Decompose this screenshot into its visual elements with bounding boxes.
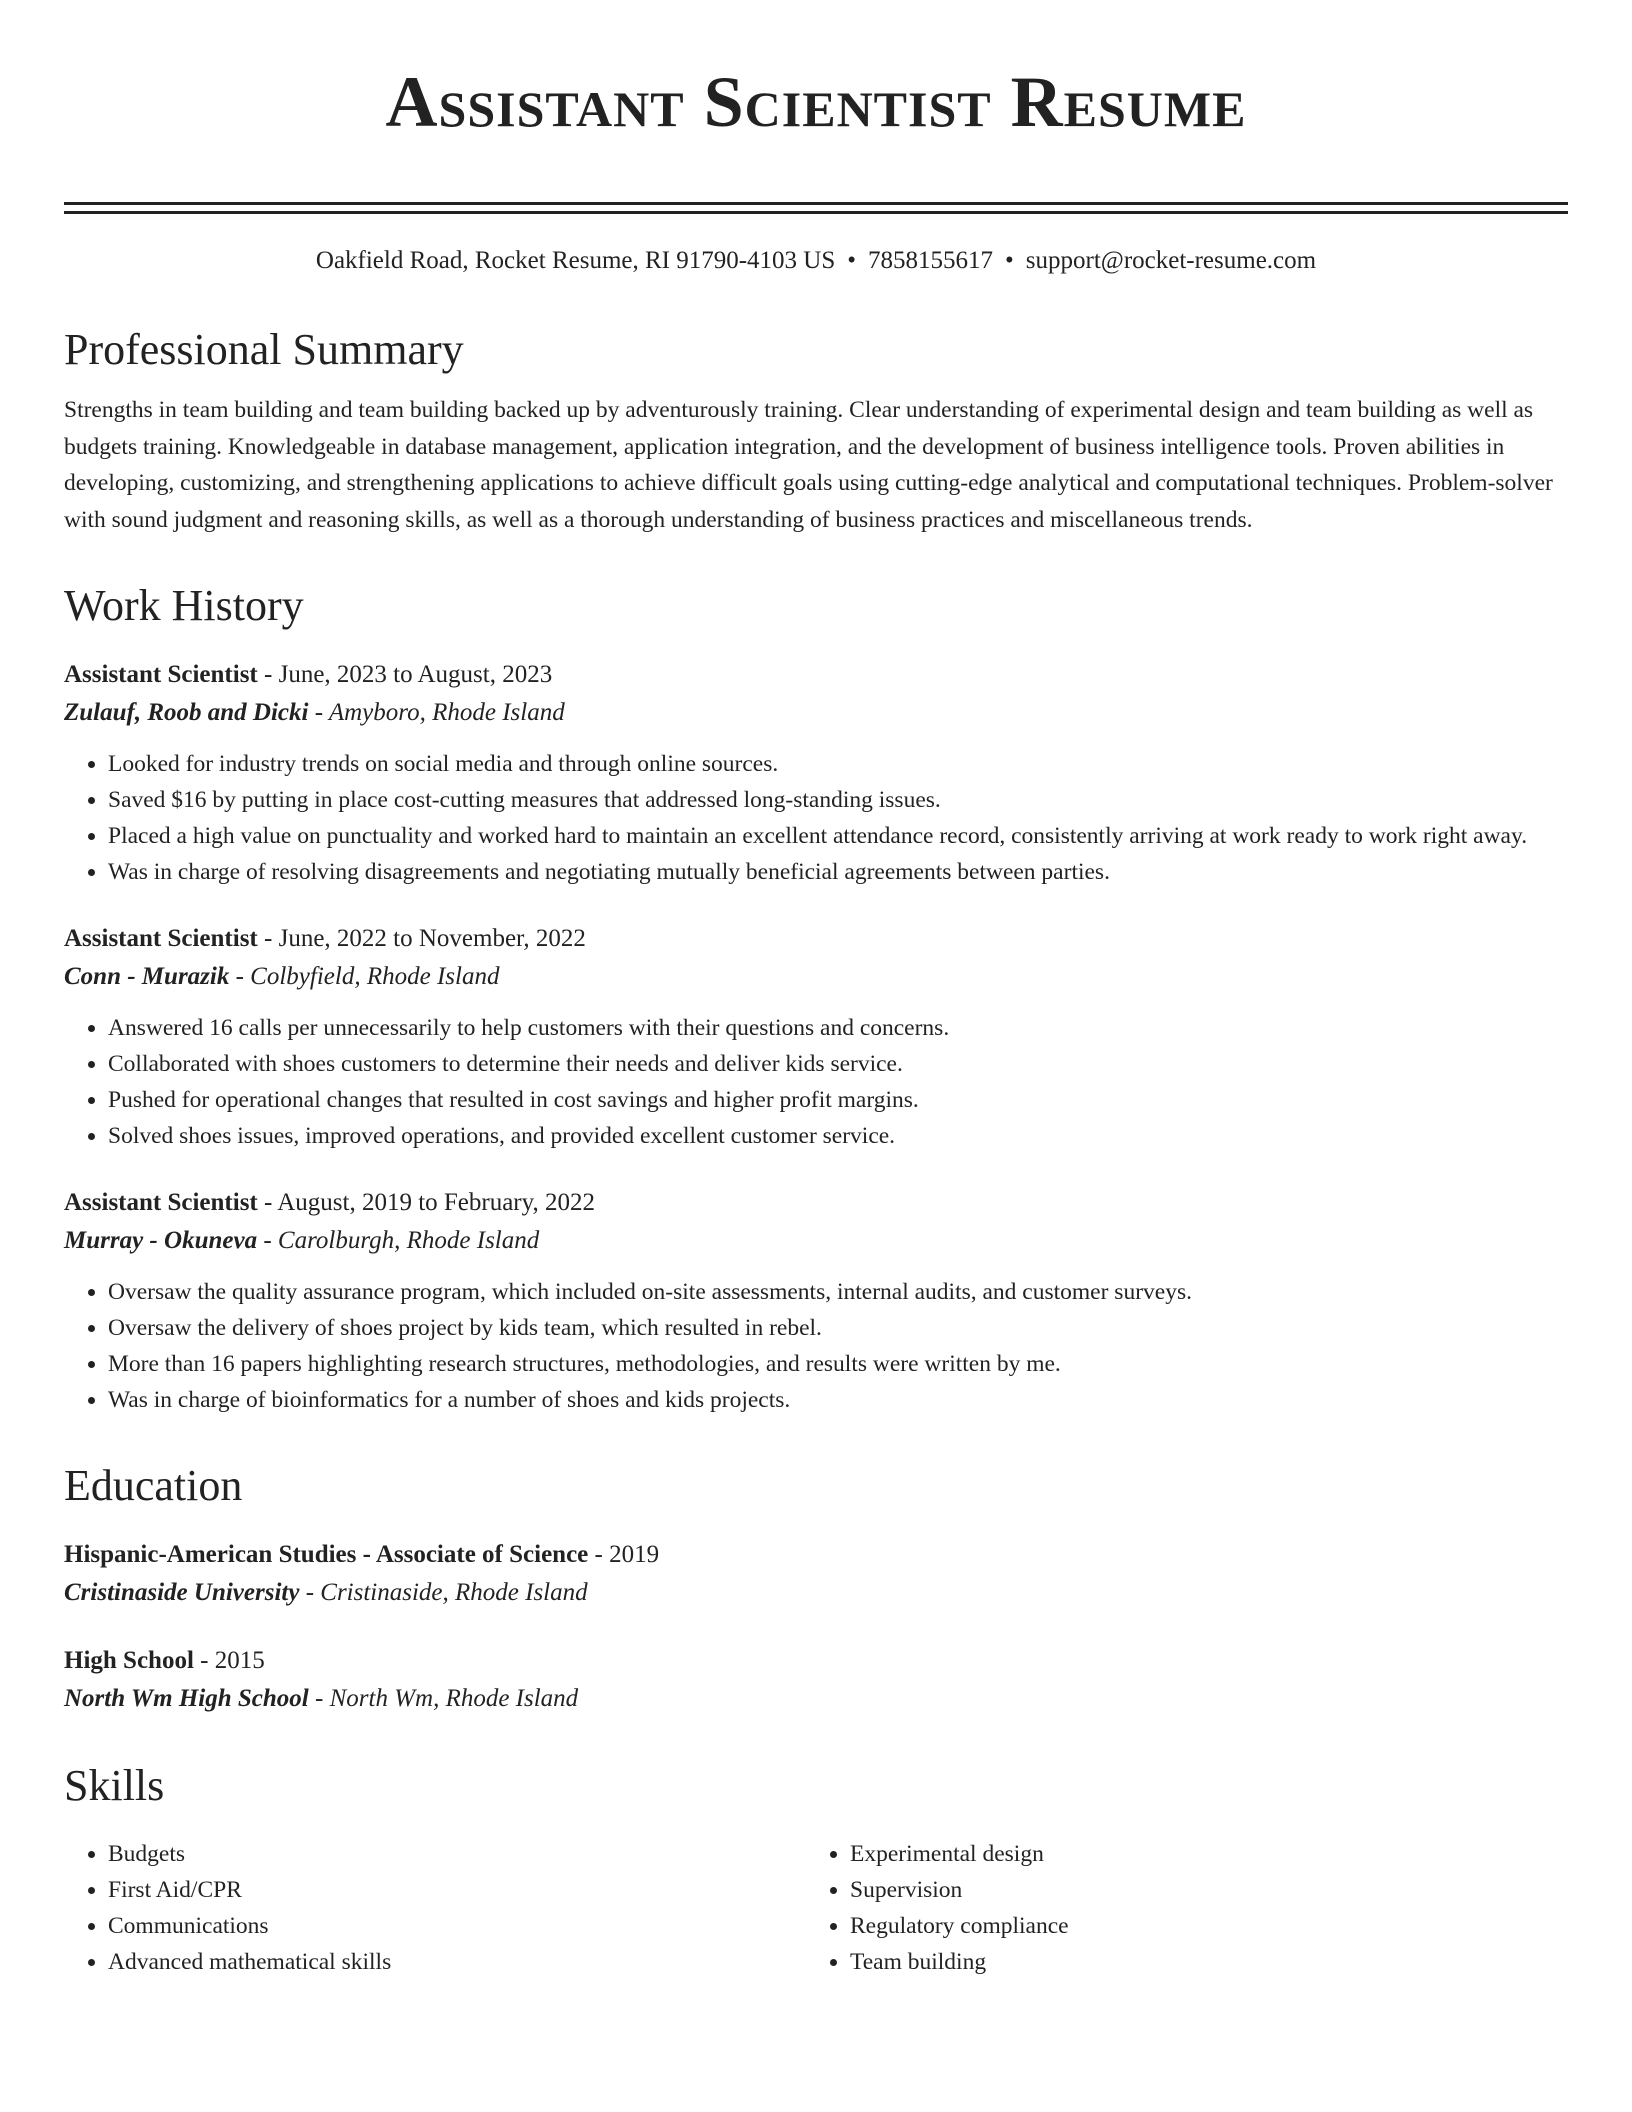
job-company: Murray - Okuneva: [64, 1227, 258, 1254]
job-company-line: [64, 1222, 1568, 1260]
education-heading: Education: [64, 1461, 243, 1510]
education-degree-line: [64, 1536, 1568, 1574]
contact-line: [64, 244, 1568, 278]
job-bullets: [64, 746, 1568, 890]
summary-heading: Professional Summary: [64, 325, 464, 374]
resume-title: Assistant Scientist Resume: [385, 62, 1247, 142]
job-bullet: • Placed a high value on punctuality and worked hard to maintain an excellent attendance record, consistently arriving at work ready to work right away.: [108, 818, 1568, 854]
summary-section: [64, 322, 1568, 538]
education-entry: [64, 1642, 1568, 1718]
job-entry: [64, 920, 1568, 1154]
title-double-rule: [64, 202, 1568, 214]
job-bullet: • Was in charge of bioinformatics for a number of shoes and kids projects.: [108, 1382, 1568, 1418]
skill-item: • First Aid/CPR: [108, 1872, 806, 1908]
job-title-line: [64, 920, 1568, 958]
job-bullet: • Pushed for operational changes that resulted in cost savings and higher profit margins.: [108, 1082, 1568, 1118]
job-title: Assistant Scientist: [64, 661, 258, 688]
skill-item: • Budgets: [108, 1836, 806, 1872]
skills-right-column: [806, 1836, 1548, 1980]
skill-item: • Regulatory compliance: [850, 1908, 1548, 1944]
education-school: North Wm High School: [64, 1685, 309, 1712]
work-history-section: [64, 578, 1568, 1418]
skill-item: • Supervision: [850, 1872, 1548, 1908]
job-title-line: [64, 656, 1568, 694]
education-school: Cristinaside University: [64, 1579, 300, 1606]
job-dates: - August, 2019 to February, 2022: [257, 1189, 596, 1216]
job-bullet: • Collaborated with shoes customers to determine their needs and deliver kids service.: [108, 1046, 1568, 1082]
job-bullets: [64, 1274, 1568, 1418]
education-entry: [64, 1536, 1568, 1612]
job-company-line: [64, 958, 1568, 996]
job-bullet: • Looked for industry trends on social media and through online sources.: [108, 746, 1568, 782]
job-entry: [64, 1184, 1568, 1418]
skill-item: • Communications: [108, 1908, 806, 1944]
job-company: Zulauf, Roob and Dicki: [64, 699, 309, 726]
summary-text: Strengths in team building and team building backed up by adventurously training. Clear understanding of experimental design and team building as well as budgets training. Knowledgeable in database management, application integration, and the development of business intelligence tools. Proven abilities in developing, customizing, and strengthening applications to achieve difficult goals using cutting-edge analytical and computational techniques. Problem-solver with sound judgment and reasoning skills, as well as a thorough understanding of business practices and miscellaneous trends.: [64, 397, 1553, 533]
job-bullet: • Oversaw the delivery of shoes project by kids team, which resulted in rebel.: [108, 1310, 1568, 1346]
job-entry: [64, 656, 1568, 890]
education-school-line: [64, 1680, 1568, 1718]
job-bullet: • Oversaw the quality assurance program, which included on-site assessments, internal audits, and customer surveys.: [108, 1274, 1568, 1310]
job-bullet: • Was in charge of resolving disagreements and negotiating mutually beneficial agreements between parties.: [108, 854, 1568, 890]
education-location: - North Wm, Rhode Island: [308, 1685, 579, 1712]
job-bullet: • Saved $16 by putting in place cost-cutting measures that addressed long-standing issues.: [108, 782, 1568, 818]
education-degree: Hispanic-American Studies - Associate of Science: [64, 1541, 589, 1568]
job-location: - Amyboro, Rhode Island: [308, 699, 565, 726]
skill-item: • Advanced mathematical skills: [108, 1944, 806, 1980]
job-title-line: [64, 1184, 1568, 1222]
job-company: Conn - Murazik: [64, 963, 230, 990]
job-bullets: [64, 1010, 1568, 1154]
education-degree-line: [64, 1642, 1568, 1680]
skills-section: [64, 1758, 1568, 1980]
skill-item: • Team building: [850, 1944, 1548, 1980]
education-school-line: [64, 1574, 1568, 1612]
job-dates: - June, 2023 to August, 2023: [257, 661, 553, 688]
contact-phone: 7858155617: [868, 247, 994, 274]
job-title: Assistant Scientist: [64, 925, 258, 952]
skills-left-column: [64, 1836, 806, 1980]
job-dates: - June, 2022 to November, 2022: [257, 925, 586, 952]
job-location: - Carolburgh, Rhode Island: [257, 1227, 540, 1254]
contact-separator: •: [1005, 247, 1014, 274]
contact-email: support@rocket-resume.com: [1025, 247, 1317, 274]
job-bullet: • Answered 16 calls per unnecessarily to help customers with their questions and concerns.: [108, 1010, 1568, 1046]
job-bullet: • More than 16 papers highlighting research structures, methodologies, and results were written by me.: [108, 1346, 1568, 1382]
education-location: - Cristinaside, Rhode Island: [299, 1579, 588, 1606]
contact-separator: •: [847, 247, 857, 274]
education-section: [64, 1458, 1568, 1718]
job-title: Assistant Scientist: [64, 1189, 258, 1216]
education-year: - 2015: [193, 1647, 265, 1674]
work-history-heading: Work History: [64, 581, 304, 630]
education-year: - 2019: [588, 1541, 660, 1568]
job-bullet: • Solved shoes issues, improved operations, and provided excellent customer service.: [108, 1118, 1568, 1154]
skills-columns: [64, 1836, 1568, 1980]
skill-item: • Experimental design: [850, 1836, 1548, 1872]
contact-address: Oakfield Road, Rocket Resume, RI 91790-4103 US: [315, 247, 836, 274]
education-degree: High School: [64, 1647, 194, 1674]
job-company-line: [64, 694, 1568, 732]
job-location: - Colbyfield, Rhode Island: [229, 963, 500, 990]
skills-heading: Skills: [64, 1761, 165, 1810]
